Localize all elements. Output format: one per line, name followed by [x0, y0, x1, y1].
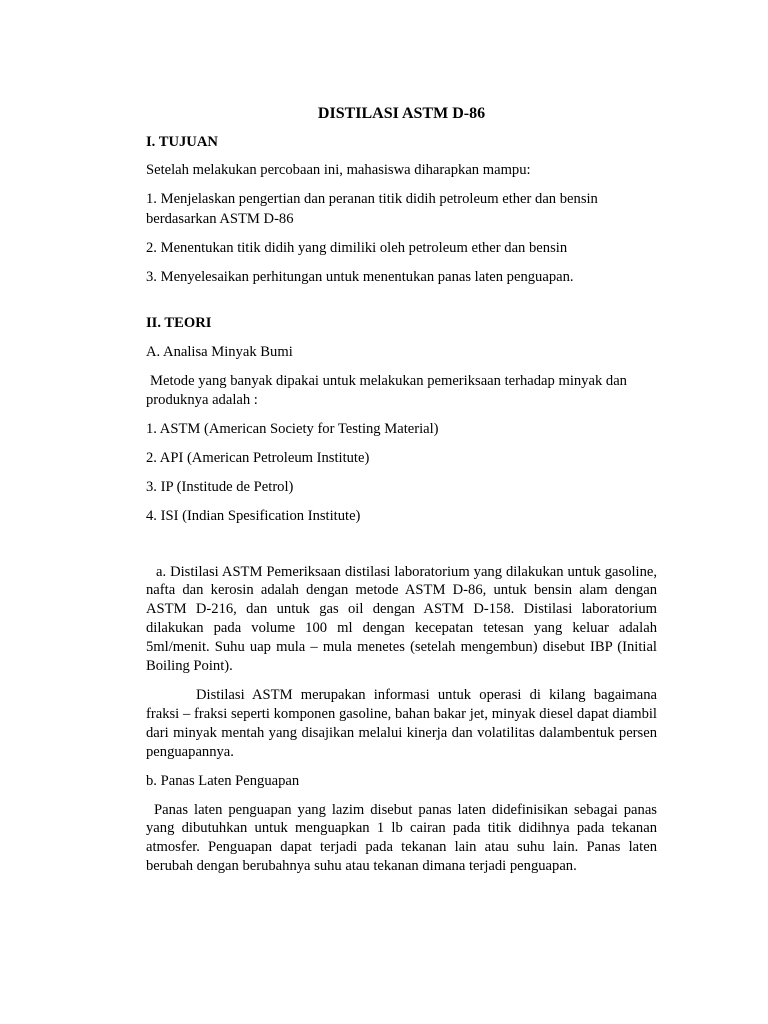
paragraph-distilasi-astm: a. Distilasi ASTM Pemeriksaan distilasi laboratorium yang dilakukan untuk gasoline, nafta dan kerosin adalah dengan metode ASTM D-86, untuk bensin alam dengan ASTM D-216, dan untuk gas oil dengan ASTM D-158. Distilasi laboratorium dilakukan pada volume 100 ml dengan kecepatan tetesan yang keluar adalah 5ml/menit. Suhu uap mula – mula menetes (setelah mengembun) disebut IBP (Initial Boiling Point).: [146, 563, 657, 675]
section-heading-teori: II. TEORI: [146, 315, 212, 331]
document-body: [146, 104, 657, 886]
teori-item-3: 3. IP (Institude de Petrol): [146, 479, 294, 495]
paragraph-distilasi-info: Distilasi ASTM merupakan informasi untuk operasi di kilang bagaimana fraksi – fraksi seperti komponen gasoline, bahan bakar jet, minyak diesel dapat diambil dari minyak mentah yang disajikan melalui kinerja dan volatilitas dalambentuk persen penguapannya.: [146, 686, 657, 760]
teori-item-4: 4. ISI (Indian Spesification Institute): [146, 508, 361, 524]
teori-item-1: 1. ASTM (American Society for Testing Material): [146, 421, 439, 437]
teori-subheading-b: b. Panas Laten Penguapan: [146, 772, 300, 789]
teori-subheading-a: A. Analisa Minyak Bumi: [146, 343, 293, 360]
teori-item-2: 2. API (American Petroleum Institute): [146, 450, 370, 466]
paragraph-panas-laten: Panas laten penguapan yang lazim disebut panas laten didefinisikan sebagai panas yang dibutuhkan untuk menguapkan 1 lb cairan pada titik didihnya pada tekanan atmosfer. Penguapan dapat terjadi pada tekanan lain atau suhu lain. Panas laten berubah dengan berubahnya suhu atau tekanan dimana terjadi penguapan.: [146, 801, 657, 875]
teori-intro: Metode yang banyak dipakai untuk melakukan pemeriksaan terhadap minyak dan produknya adalah :: [146, 372, 627, 408]
tujuan-item-2: 2. Menentukan titik didih yang dimiliki oleh petroleum ether dan bensin: [146, 239, 568, 256]
document-title: DISTILASI ASTM D-86: [317, 105, 486, 122]
tujuan-item-3: 3. Menyelesaikan perhitungan untuk menentukan panas laten penguapan.: [146, 268, 574, 285]
tujuan-intro: Setelah melakukan percobaan ini, mahasiswa diharapkan mampu:: [146, 162, 531, 178]
tujuan-item-1: 1. Menjelaskan pengertian dan peranan titik didih petroleum ether dan bensin berdasarkan ASTM D-86: [146, 191, 598, 227]
section-heading-tujuan: I. TUJUAN: [146, 133, 218, 150]
